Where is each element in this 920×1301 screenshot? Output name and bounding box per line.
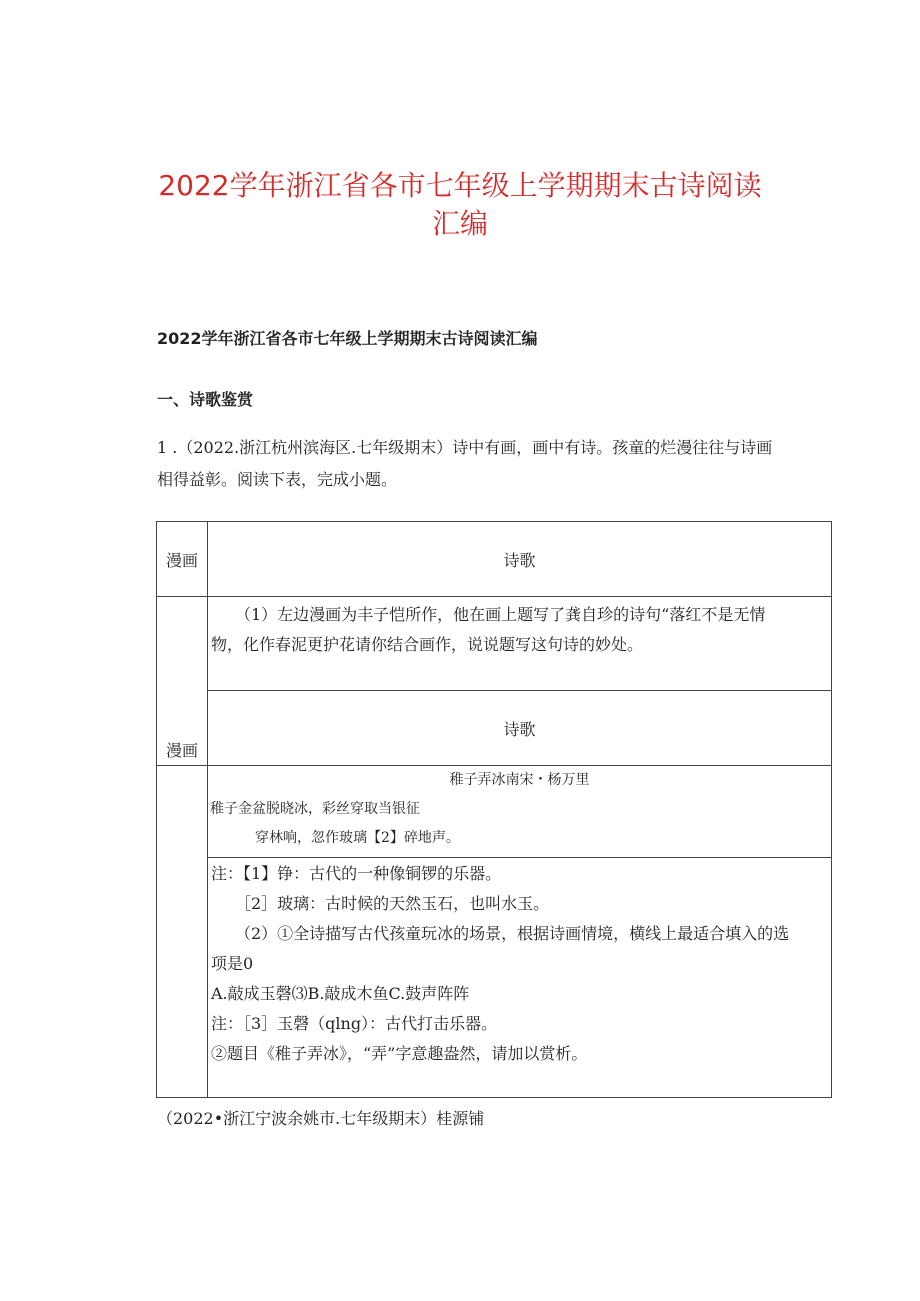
poem-line2: 穿林响，忽作玻璃【2】碎地声。: [255, 830, 460, 846]
table-question1-cell: [208, 597, 832, 691]
table-header-left: 漫画: [157, 522, 208, 597]
table-question1-line1: （1）左边漫画为丰子恺所作，他在画上题写了龚自珍的诗句“落红不是无情: [235, 605, 766, 624]
note-2: ［2］玻璃：古时候的天然玉石，也叫水玉。: [235, 894, 550, 913]
question1-intro: [157, 432, 827, 496]
poem-title: 稚子弄冰南宋・杨万里: [449, 772, 590, 788]
table-poem-cell: [208, 766, 832, 858]
question1-intro-line1: 1 .（2022.浙江杭州滨海区.七年级期末）诗中有画，画中有诗。孩童的烂漫往往与诗画: [157, 438, 773, 457]
document-title-line2: 汇编: [431, 207, 488, 240]
table-left-label-2: 漫画: [157, 597, 208, 766]
question2-line2: 项是0: [211, 954, 254, 973]
table-empty-left-cell: [157, 766, 208, 1098]
table-notes-cell: [208, 858, 832, 1098]
document-subtitle: 2022学年浙江省各市七年级上学期期末古诗阅读汇编: [157, 329, 538, 348]
section-heading: 一、诗歌鉴赏: [157, 390, 254, 409]
question2-line1: （2）①全诗描写古代孩童玩冰的场景，根据诗画情境，横线上最适合填入的选: [235, 924, 790, 943]
table-header-right: 诗歌: [208, 522, 832, 597]
question2-sub: ②题目《稚子弄冰》，“弄”字意趣盎然，请加以赏析。: [211, 1044, 588, 1063]
poem-line1: 稚子金盆脱晓冰，彩丝穿取当银征: [210, 801, 420, 817]
note-3: 注：［3］玉磬（qlng）：古代打击乐器。: [211, 1014, 498, 1033]
table-right-label-2: 诗歌: [208, 691, 832, 766]
question-table: [156, 521, 832, 1098]
question2-options: A.敲成玉磬⑶B.敲成木鱼C.鼓声阵阵: [211, 984, 470, 1003]
table-question1-line2: 物，化作春泥更护花请你结合画作，说说题写这句诗的妙处。: [211, 635, 644, 654]
note-1: 注：【1】铮：古代的一种像铜锣的乐器。: [211, 864, 502, 883]
next-question-source: （2022•浙江宁波余姚市.七年级期末）桂源铺: [157, 1109, 485, 1128]
question1-intro-line2: 相得益彰。阅读下表，完成小题。: [157, 470, 398, 489]
document-title-line1: 2022学年浙江省各市七年级上学期期末古诗阅读: [158, 169, 762, 202]
